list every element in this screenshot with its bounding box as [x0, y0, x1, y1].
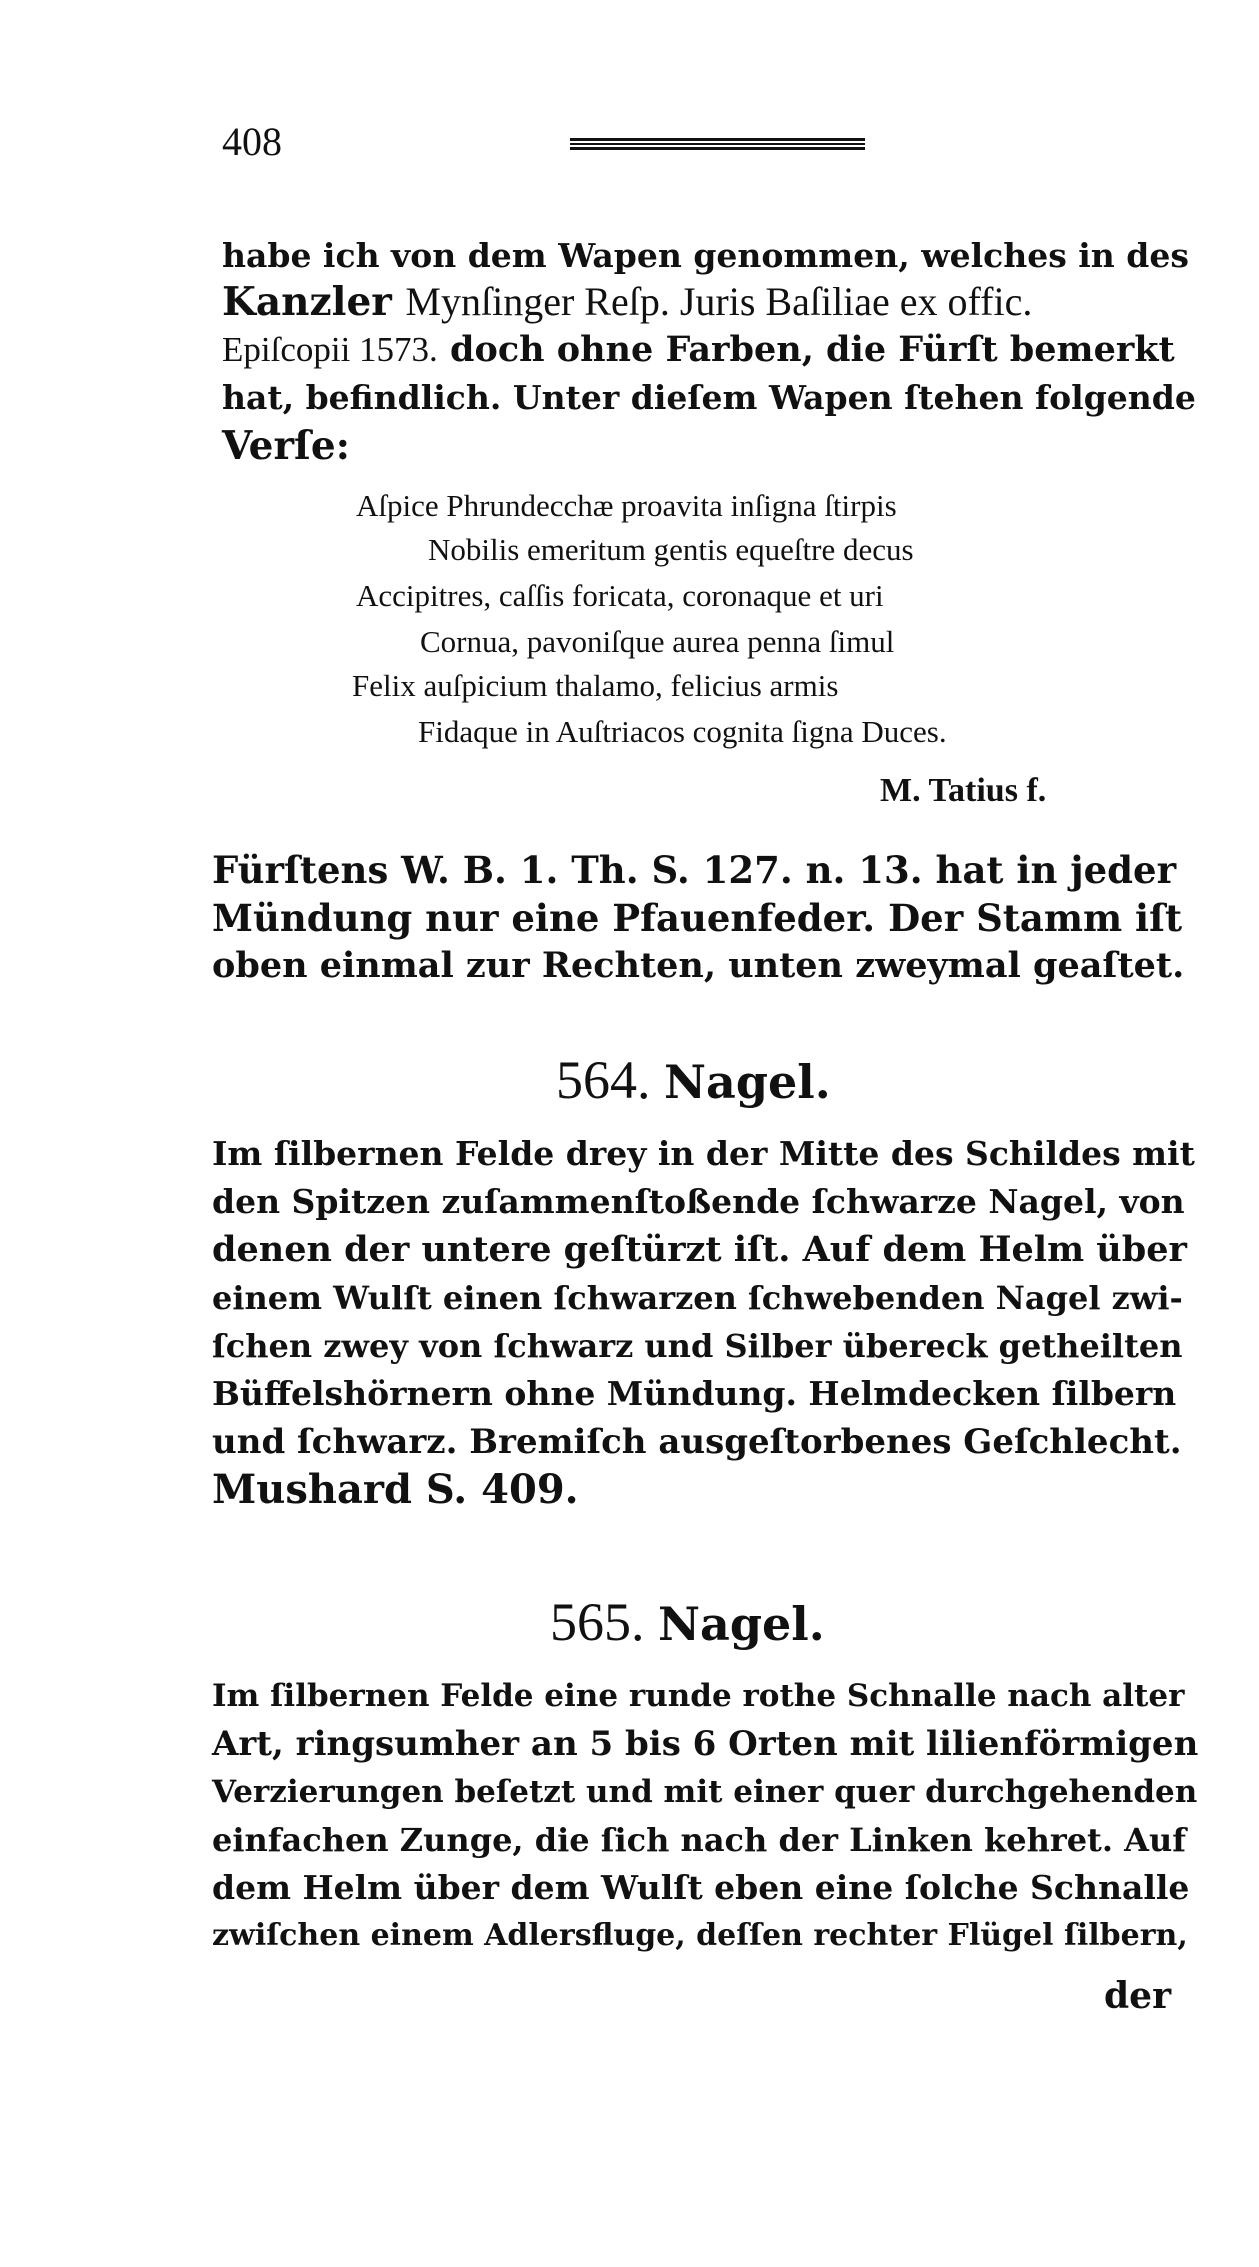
intro-line-2-fraktur: Kanzler [222, 279, 406, 325]
intro-line-5: Verſe: [222, 423, 351, 469]
intro-line-3-latin: Epiſcopii 1573. [222, 330, 438, 369]
intro-line-3-fraktur: doch ohne Farben, die Fürſt bemerkt [437, 329, 1175, 370]
intro-line-2-latin: Mynſinger Reſp. Juris Baſiliae ex offic. [405, 279, 1033, 324]
poem-line-3: Accipitres, caſſis foricata, coronaque et uri [356, 578, 884, 613]
s565-line-1: Im ſilbernen Felde eine runde rothe Schnalle nach alter [212, 1678, 1185, 1714]
s564-line-8: Mushard S. 409. [212, 1466, 579, 1513]
s564-line-2: den Spitzen zuſammenſtoßende ſchwarze Nagel, von [212, 1182, 1185, 1221]
s565-line-3: Verzierungen beſetzt und mit einer quer durchgehenden [212, 1774, 1198, 1810]
poem-signature: M. Tatius f. [880, 772, 1047, 809]
poem-line-4: Cornua, pavoniſque aurea penna ſimul [420, 624, 895, 659]
poem-line-5: Felix auſpicium thalamo, felicius armis [352, 668, 839, 703]
heading-565 [550, 1592, 825, 1654]
intro-line-1: habe ich von dem Wapen genommen, welches in des [222, 236, 1189, 275]
page-number: 408 [222, 119, 282, 164]
s565-line-5: dem Helm über dem Wulſt eben eine ſolche Schnalle [212, 1868, 1190, 1907]
s565-line-2: Art, ringsumher an 5 bis 6 Orten mit lilienförmigen [212, 1724, 1199, 1764]
heading-565-title: Nagel. [658, 1597, 825, 1651]
s565-line-4: einfachen Zunge, die ſich nach der Linken kehret. Auf [212, 1821, 1186, 1859]
intro-line-3 [222, 326, 1175, 374]
poem-line-1: Aſpice Phrundecchæ proavita inſigna ſtirpis [356, 488, 897, 523]
s564-line-7: und ſchwarz. Bremiſch ausgeſtorbenes Geſchlecht. [212, 1422, 1182, 1462]
para1-line-2: Mündung nur eine Pfauenfeder. Der Stamm iſt [212, 896, 1183, 940]
s564-line-6: Büffelshörnern ohne Mündung. Helmdecken ſilbern [212, 1374, 1177, 1413]
para1-line-1: Fürſtens W. B. 1. Th. S. 127. n. 13. hat in jeder [212, 848, 1177, 892]
heading-565-number: 565. [550, 1592, 645, 1652]
s564-line-4: einem Wulſt einen ſchwarzen ſchwebenden Nagel zwi- [212, 1279, 1183, 1317]
intro-line-4: hat, befindlich. Unter dieſem Wapen ſtehen folgende [222, 378, 1196, 417]
intro-line-2 [222, 278, 1032, 326]
heading-564-number: 564. [556, 1050, 651, 1110]
poem-line-6: Fidaque in Auſtriacos cognita ſigna Duces. [418, 714, 947, 749]
s564-line-5: ſchen zwey von ſchwarz und Silber übereck getheilten [212, 1327, 1183, 1365]
para1-line-3: oben einmal zur Rechten, unten zweymal geaſtet. [212, 945, 1185, 986]
poem-line-2: Nobilis emeritum gentis equeſtre decus [428, 532, 914, 567]
s564-line-1: Im ſilbernen Felde drey in der Mitte des Schildes mit [212, 1134, 1195, 1173]
catchword: der [1104, 1975, 1172, 2017]
s565-line-6: zwiſchen einem Adlersfluge, deſſen rechter Flügel ſilbern, [212, 1918, 1188, 1953]
s564-line-3: denen der untere geſtürzt iſt. Auf dem Helm über [212, 1229, 1187, 1270]
heading-564-title: Nagel. [664, 1055, 831, 1109]
header-ornament [570, 138, 865, 150]
heading-564 [556, 1050, 831, 1112]
